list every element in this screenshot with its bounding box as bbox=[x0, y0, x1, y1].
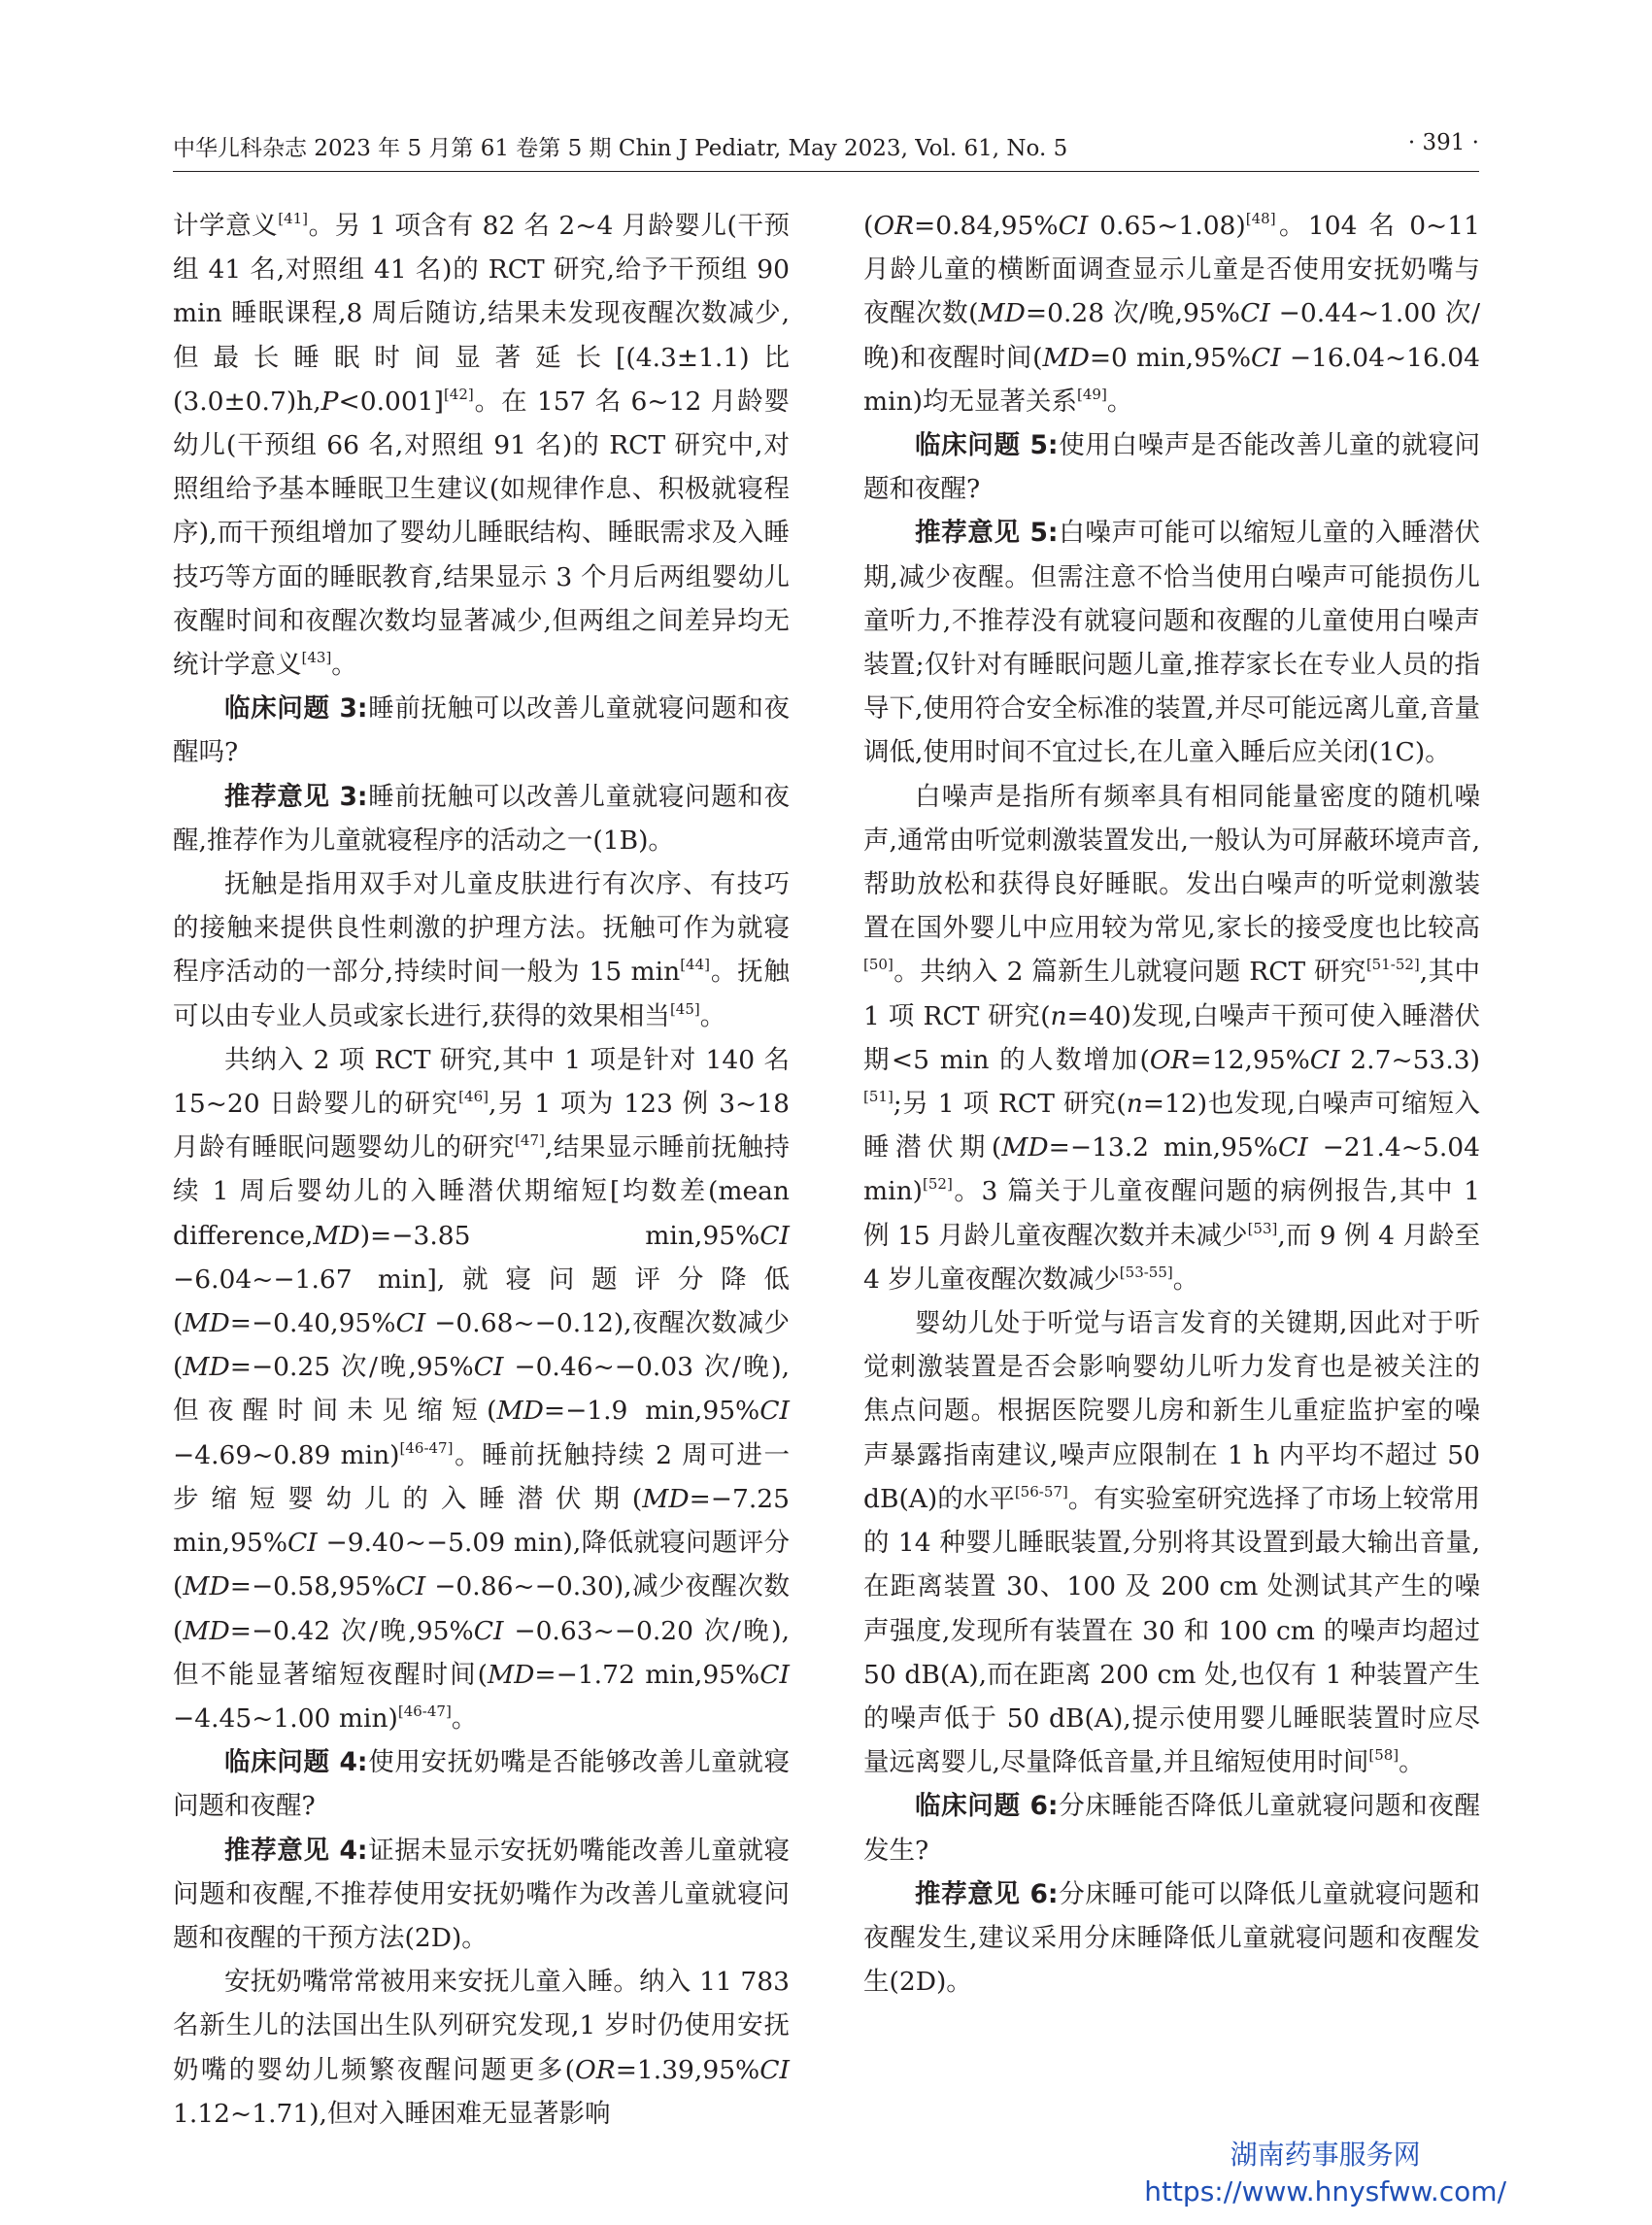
clinical-heading-label: 临床问题 6: bbox=[915, 1791, 1059, 1822]
running-header bbox=[173, 130, 1479, 161]
text-run: −4.69~0.89 min) bbox=[173, 1439, 400, 1470]
left-column-paragraph bbox=[173, 1038, 790, 1740]
right-column-paragraph bbox=[863, 511, 1480, 774]
text-run: ,另 1 项为 123 例 3~18 月龄有睡眠问题婴幼儿的研究 bbox=[173, 1089, 790, 1163]
citation-reference: [58] bbox=[1368, 1745, 1399, 1764]
text-run: ( bbox=[863, 211, 874, 241]
text-run: 。有实验室研究选择了市场上较常用的 14 种婴儿睡眠装置,分别将其设置到最大输出音量,在距离装置 30、100 及 200 cm 处测试其产生的噪声强度,发现所有装置在 30 和 100 cm 的噪声均超过 50 dB(A),而在距离 200 cm 处,也仅有 1 种装置产生的噪声低于 50 dB(A),提示使用婴儿睡眠装置时应尽量远离婴儿,尽量降低音量,并且缩短使用时间 bbox=[863, 1483, 1480, 1778]
citation-reference: [53-55] bbox=[1119, 1263, 1173, 1281]
text-run: 白噪声可能可以缩短儿童的入睡潜伏期,减少夜醒。但需注意不恰当使用白噪声可能损伤儿童听力,不推荐没有就寝问题和夜醒的儿童使用白噪声装置;仅针对有睡眠问题儿童,推荐家长在专业人员的指导下,使用符合安全标准的装置,并尽可能远离儿童,音量调低,使用时间不宜过长,在儿童入睡后应关闭(1C)。 bbox=[863, 518, 1481, 768]
italic-symbol: CI bbox=[1309, 1044, 1340, 1075]
italic-symbol: CI bbox=[287, 1528, 318, 1559]
site-watermark bbox=[1144, 2137, 1506, 2210]
text-run: 。在 157 名 6~12 月龄婴幼儿(干预组 66 名,对照组 91 名)的 RCT 研究中,对照组给予基本睡眠卫生建议(如规律作息、积极就寝程序),而干预组增加了婴幼儿睡眠结构、睡眠需求及入睡技巧等方面的睡眠教育,结果显示 3 个月后两组婴幼儿夜醒时间和夜醒次数均显著减少,但两组之间差异均无统计学意义 bbox=[173, 386, 790, 681]
italic-symbol: OR bbox=[575, 2054, 616, 2085]
citation-reference: [41] bbox=[278, 209, 309, 227]
clinical-heading-label: 推荐意见 3: bbox=[224, 781, 368, 812]
text-run: 睡前抚触可以改善儿童就寝问题和夜醒,推荐作为儿童就寝程序的活动之一(1B)。 bbox=[173, 781, 791, 856]
text-run: 1.12~1.71),但对入睡困难无显著影响 bbox=[173, 2098, 611, 2129]
text-run: −0.63~−0.20 次/晚),但不能显著缩短夜醒时间( bbox=[173, 1615, 790, 1690]
text-run: 。3 篇关于儿童夜醒问题的病例报告,其中 1 例 15 月龄儿童夜醒次数并未减少 bbox=[863, 1176, 1480, 1251]
italic-symbol: n bbox=[1126, 1089, 1143, 1120]
text-run: 证据未显示安抚奶嘴能改善儿童就寝问题和夜醒,不推荐使用安抚奶嘴作为改善儿童就寝问题和夜醒的干预方法(2D)。 bbox=[173, 1835, 791, 1953]
text-run: 。抚触可以由专业人员或家长进行,获得的效果相当 bbox=[173, 957, 791, 1031]
text-run: −0.44~1.00 次/晚)和夜醒时间( bbox=[863, 298, 1480, 373]
italic-symbol: CI bbox=[473, 1352, 504, 1383]
watermark-url[interactable]: https://www.hnysfww.com/ bbox=[1144, 2175, 1506, 2208]
italic-symbol: CI bbox=[1251, 342, 1281, 373]
text-run: 。 bbox=[1399, 1747, 1425, 1778]
text-run: −0.68~−0.12),夜醒次数减少( bbox=[173, 1308, 790, 1383]
italic-symbol: MD bbox=[642, 1483, 690, 1514]
text-run: 。 bbox=[1172, 1264, 1199, 1295]
italic-symbol: MD bbox=[183, 1352, 230, 1383]
italic-symbol: MD bbox=[1042, 342, 1090, 373]
text-run: =−1.72 min,95% bbox=[534, 1659, 760, 1690]
citation-reference: [46-47] bbox=[399, 1438, 454, 1457]
left-column bbox=[173, 204, 790, 2136]
italic-symbol: MD bbox=[978, 298, 1026, 329]
text-run: ,结果显示睡前抚触持续 1 周后婴幼儿的入睡潜伏期缩短[均数差(mean difference, bbox=[173, 1132, 790, 1251]
text-run: 。共纳入 2 篇新生儿就寝问题 RCT 研究 bbox=[893, 957, 1366, 988]
text-run: =−0.58,95% bbox=[229, 1571, 396, 1602]
italic-symbol: MD bbox=[183, 1571, 230, 1602]
clinical-heading-label: 临床问题 3: bbox=[224, 693, 368, 725]
text-run: −0.46~−0.03 次/晚),但夜醒时间未见缩短( bbox=[173, 1352, 790, 1427]
italic-symbol: OR bbox=[1149, 1044, 1191, 1075]
citation-reference: [51] bbox=[863, 1087, 893, 1105]
text-run: 。 bbox=[331, 650, 357, 681]
text-run: 。 bbox=[1106, 386, 1133, 417]
text-run: −4.45~1.00 min) bbox=[173, 1702, 398, 1734]
text-run: −21.4~5.04 min) bbox=[863, 1132, 1480, 1207]
text-run: )=−3.85 min,95% bbox=[359, 1220, 760, 1251]
page-number: · 391 · bbox=[1407, 130, 1479, 155]
text-run: 使用安抚奶嘴是否能够改善儿童就寝问题和夜醒? bbox=[173, 1747, 791, 1822]
citation-reference: [45] bbox=[669, 999, 700, 1018]
text-run: 2.7~53.3) bbox=[1339, 1044, 1480, 1075]
text-run: 使用白噪声是否能改善儿童的就寝问题和夜醒? bbox=[863, 430, 1481, 505]
text-run: −9.40~−5.09 min),降低就寝问题评分( bbox=[173, 1528, 790, 1602]
text-run: =40)发现,白噪声干预可使入睡潜伏期<5 min 的人数增加( bbox=[863, 1000, 1481, 1075]
italic-symbol: P bbox=[320, 386, 339, 417]
citation-reference: [42] bbox=[443, 385, 474, 403]
clinical-heading-label: 推荐意见 4: bbox=[224, 1835, 368, 1866]
citation-reference: [56-57] bbox=[1014, 1482, 1068, 1500]
text-run: =0.28 次/晚,95% bbox=[1025, 298, 1240, 329]
left-column-paragraph bbox=[173, 1740, 790, 1828]
italic-symbol: MD bbox=[183, 1615, 230, 1646]
text-run: −16.04~16.04 min)均无显著关系 bbox=[863, 342, 1481, 417]
text-run: =0.84,95% bbox=[914, 211, 1059, 241]
watermark-site-name: 湖南药事服务网 bbox=[1230, 2139, 1421, 2171]
citation-reference: [44] bbox=[680, 956, 710, 974]
text-run: 分床睡能否降低儿童就寝问题和夜醒发生? bbox=[863, 1791, 1481, 1866]
text-run: 分床睡可能可以降低儿童就寝问题和夜醒发生,建议采用分床睡降低儿童就寝问题和夜醒发生(2D)。 bbox=[863, 1878, 1481, 1998]
text-run: =1.39,95% bbox=[615, 2054, 760, 2085]
right-column-paragraph bbox=[863, 423, 1480, 511]
citation-reference: [46] bbox=[458, 1087, 489, 1105]
right-column-paragraph bbox=[863, 1872, 1480, 2005]
italic-symbol: CI bbox=[473, 1615, 504, 1646]
text-run: 。 bbox=[451, 1702, 478, 1734]
clinical-heading-label: 临床问题 4: bbox=[224, 1747, 368, 1778]
italic-symbol: MD bbox=[496, 1396, 544, 1427]
clinical-heading-label: 推荐意见 6: bbox=[915, 1878, 1059, 1909]
text-run: −6.04~−1.67 min],就寝问题评分降低( bbox=[173, 1264, 790, 1339]
italic-symbol: CI bbox=[759, 1396, 790, 1427]
citation-reference: [46-47] bbox=[397, 1702, 452, 1720]
text-run: 婴幼儿处于听觉与语言发育的关键期,因此对于听觉刺激装置是否会影响婴幼儿听力发育也是被关注的焦点问题。根据医院婴儿房和新生儿重症监护室的噪声暴露指南建议,噪声应限制在 1 h 内平均不超过 50 dB(A)的水平 bbox=[863, 1308, 1480, 1514]
citation-reference: [47] bbox=[515, 1131, 545, 1150]
text-run: =12)也发现,白噪声可缩短入睡潜伏期( bbox=[863, 1089, 1481, 1163]
italic-symbol: OR bbox=[873, 211, 915, 241]
italic-symbol: MD bbox=[183, 1308, 230, 1339]
right-column-paragraph bbox=[863, 1301, 1480, 1784]
text-run: =−13.2 min,95% bbox=[1048, 1132, 1278, 1163]
clinical-heading-label: 临床问题 5: bbox=[915, 430, 1059, 461]
clinical-heading-label: 推荐意见 5: bbox=[915, 518, 1059, 549]
italic-symbol: CI bbox=[759, 1220, 790, 1251]
left-column-paragraph bbox=[173, 1829, 790, 1961]
text-run: 睡前抚触可以改善儿童就寝问题和夜醒吗? bbox=[173, 693, 791, 768]
journal-citation: 中华儿科杂志 2023 年 5 月第 61 卷第 5 期 Chin J Pediatr, May 2023, Vol. 61, No. 5 bbox=[173, 136, 1068, 161]
italic-symbol: MD bbox=[488, 1659, 535, 1690]
italic-symbol: CI bbox=[1277, 1132, 1308, 1163]
text-run: =0 min,95% bbox=[1089, 342, 1252, 373]
text-run: ,其中 1 项 RCT 研究( bbox=[863, 957, 1480, 1031]
italic-symbol: CI bbox=[395, 1308, 426, 1339]
citation-reference: [49] bbox=[1077, 385, 1107, 403]
text-run: 共纳入 2 项 RCT 研究,其中 1 项是针对 140 名 15~20 日龄婴儿的研究 bbox=[173, 1044, 790, 1120]
left-column-paragraph bbox=[173, 775, 790, 862]
right-column-paragraph bbox=[863, 775, 1480, 1301]
text-run: =−7.25 min,95% bbox=[173, 1483, 790, 1559]
citation-reference: [53] bbox=[1247, 1219, 1278, 1237]
left-column-paragraph bbox=[173, 687, 790, 774]
italic-symbol: n bbox=[1050, 1000, 1067, 1031]
italic-symbol: CI bbox=[1058, 211, 1089, 241]
italic-symbol: CI bbox=[759, 2054, 790, 2085]
left-column-paragraph bbox=[173, 862, 790, 1038]
text-run: =−1.9 min,95% bbox=[543, 1396, 760, 1427]
citation-reference: [43] bbox=[301, 648, 332, 666]
italic-symbol: CI bbox=[759, 1659, 790, 1690]
text-run: =12,95% bbox=[1190, 1044, 1310, 1075]
text-run: 。另 1 项含有 82 名 2~4 月龄婴儿(干预组 41 名,对照组 41 名)的 RCT 研究,给予干预组 90 min 睡眠课程,8 周后随访,结果未发现夜醒次数减少,但最长睡眠时间显著延长[(4.3±1.1)比(3.0±0.7)h, bbox=[173, 211, 791, 417]
right-column-paragraph bbox=[863, 204, 1480, 423]
right-column bbox=[863, 204, 1480, 2004]
text-run: 白噪声是指所有频率具有相同能量密度的随机噪声,通常由听觉刺激装置发出,一般认为可屏蔽环境声音,帮助放松和获得良好睡眠。发出白噪声的听觉刺激装置在国外婴儿中应用较为常见,家长的接受度也比较高 bbox=[863, 781, 1480, 944]
citation-reference: [48] bbox=[1245, 209, 1276, 227]
text-run: 0.65~1.08) bbox=[1088, 211, 1246, 241]
italic-symbol: MD bbox=[1001, 1132, 1049, 1163]
italic-symbol: CI bbox=[395, 1571, 426, 1602]
italic-symbol: CI bbox=[1239, 298, 1270, 329]
citation-reference: [50] bbox=[863, 956, 893, 974]
text-run: 抚触是指用双手对儿童皮肤进行有次序、有技巧的接触来提供良性刺激的护理方法。抚触可作为就寝程序活动的一部分,持续时间一般为 15 min bbox=[173, 869, 790, 988]
text-run: 。 bbox=[699, 1000, 726, 1031]
text-run: =−0.42 次/晚,95% bbox=[229, 1615, 474, 1646]
italic-symbol: MD bbox=[313, 1220, 360, 1251]
citation-reference: [51-52] bbox=[1365, 956, 1420, 974]
left-column-paragraph bbox=[173, 204, 790, 687]
text-run: ;另 1 项 RCT 研究( bbox=[893, 1089, 1127, 1120]
text-run: −0.86~−0.30),减少夜醒次数( bbox=[173, 1571, 790, 1646]
text-run: 。104 名 0~11 月龄儿童的横断面调查显示儿童是否使用安抚奶嘴与夜醒次数( bbox=[863, 211, 1480, 329]
text-run: ,而 9 例 4 月龄至 4 岁儿童夜醒次数减少 bbox=[863, 1220, 1480, 1295]
right-column-paragraph bbox=[863, 1784, 1480, 1871]
text-run: 。睡前抚触持续 2 周可进一步缩短婴幼儿的入睡潜伏期( bbox=[173, 1439, 790, 1514]
text-run: 计学意义 bbox=[173, 211, 279, 241]
left-column-paragraph bbox=[173, 1960, 790, 2136]
citation-reference: [52] bbox=[923, 1175, 953, 1194]
text-run: <0.001] bbox=[338, 386, 444, 417]
text-run: =−0.25 次/晚,95% bbox=[229, 1352, 474, 1383]
text-run: 安抚奶嘴常常被用来安抚儿童入睡。纳入 11 783 名新生儿的法国出生队列研究发现,1 岁时仍使用安抚奶嘴的婴幼儿频繁夜醒问题更多( bbox=[173, 1967, 790, 2085]
header-rule bbox=[173, 171, 1479, 172]
text-run: =−0.40,95% bbox=[229, 1308, 396, 1339]
